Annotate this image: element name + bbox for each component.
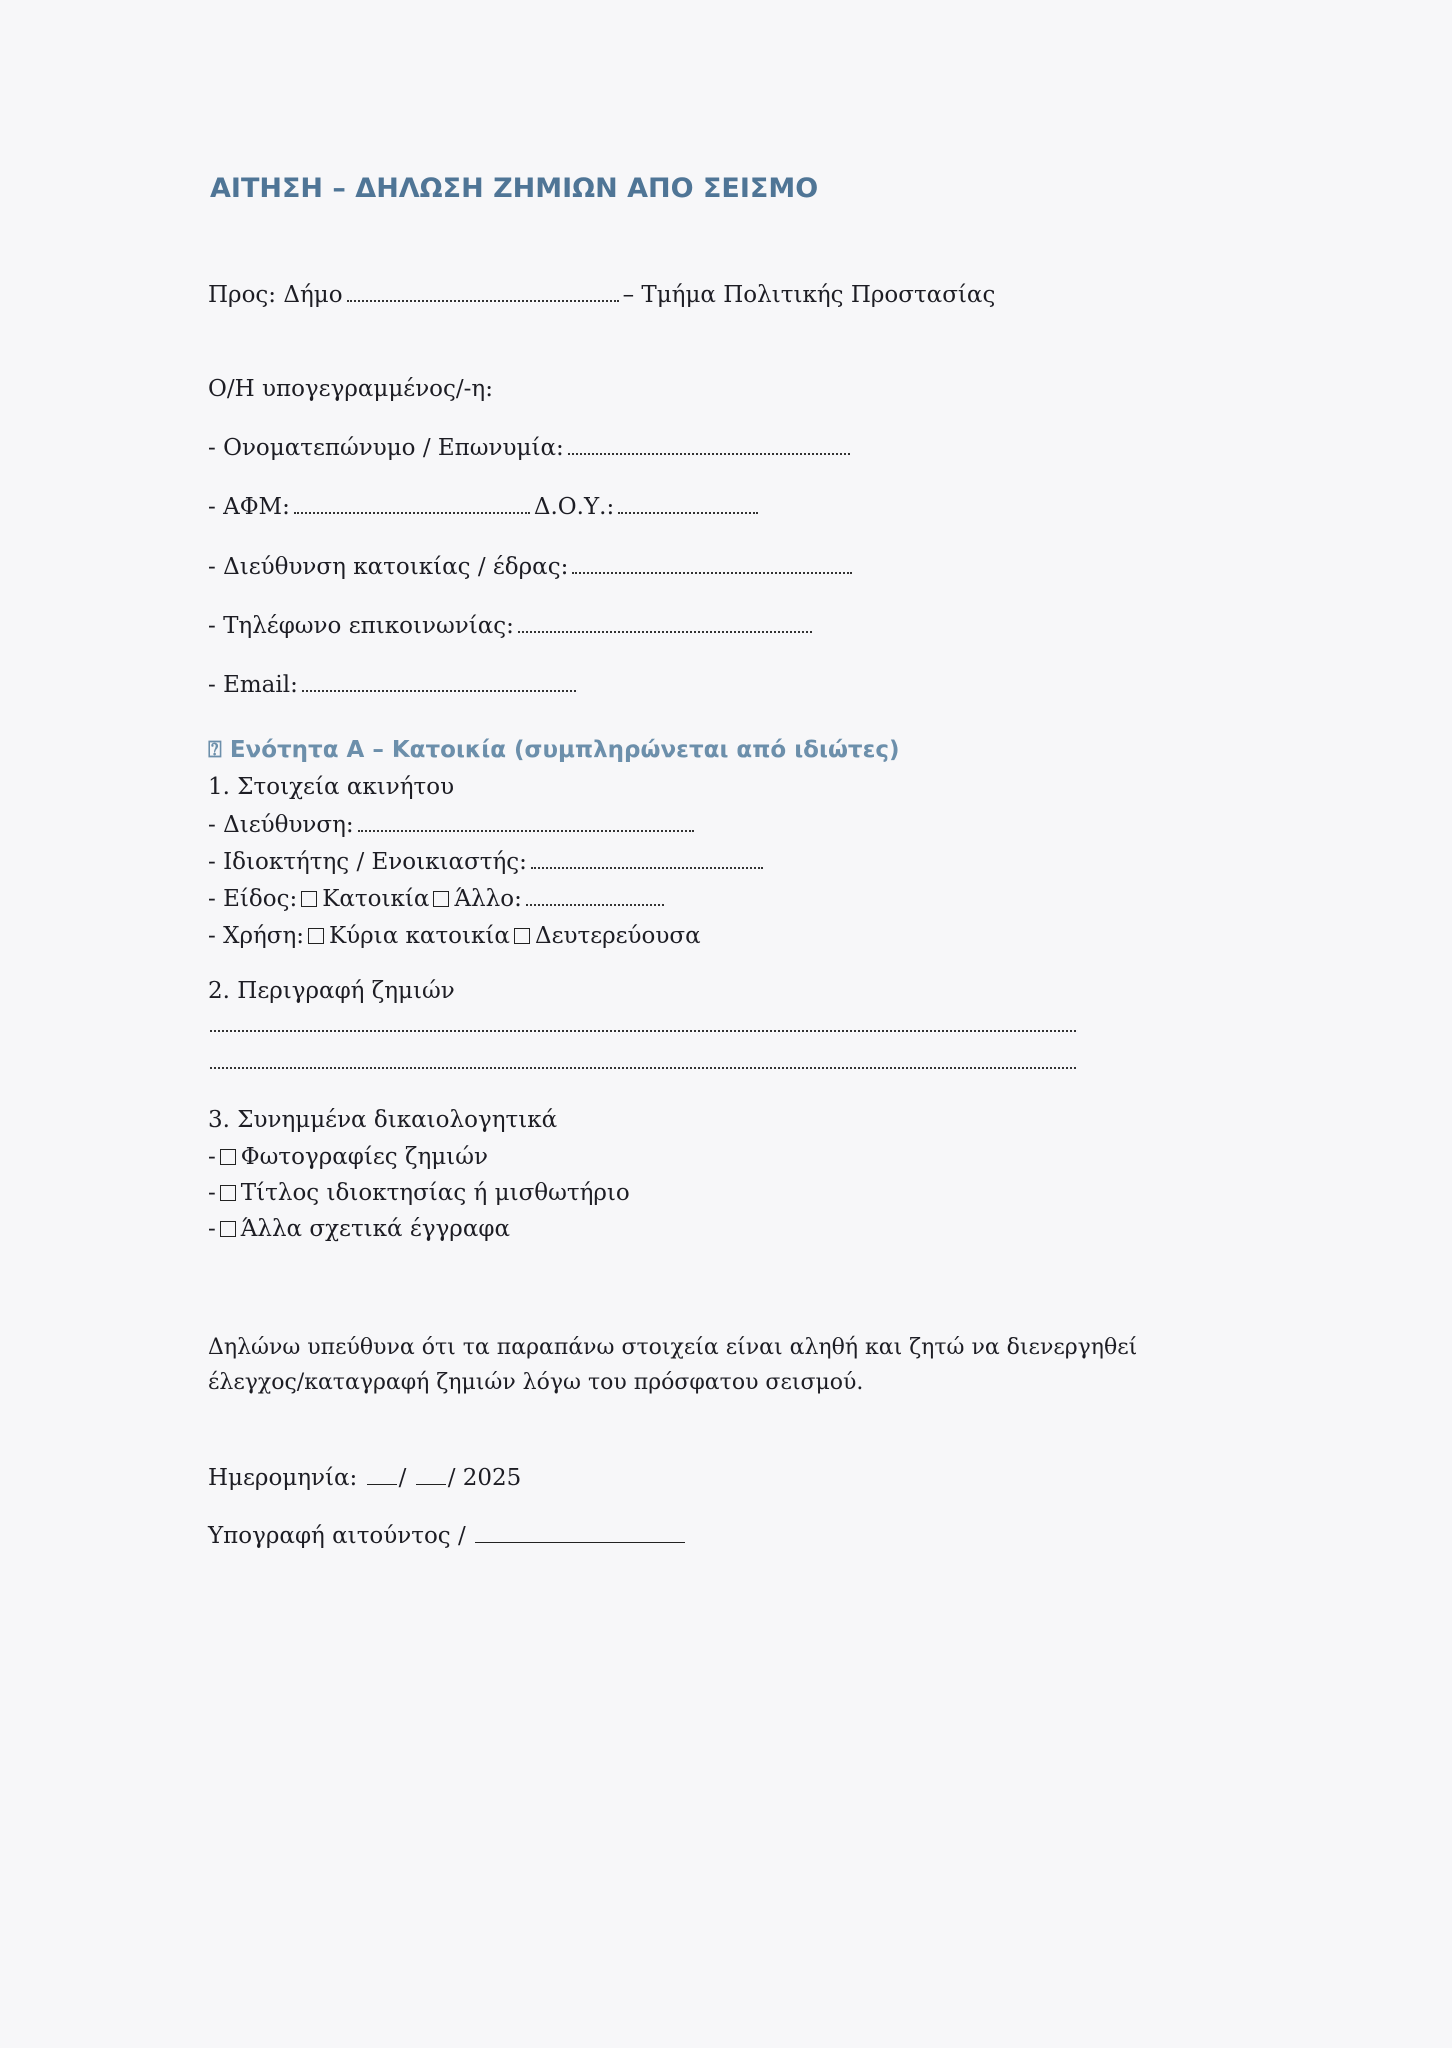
- section-a-title: Ενότητα Α – Κατοικία (συμπληρώνεται από ιδιώτες): [229, 737, 900, 763]
- date-separator: /: [398, 1465, 407, 1491]
- date-day-field[interactable]: [367, 1468, 397, 1485]
- show-through-text: [160, 160, 178, 228]
- property-type-row: [208, 884, 668, 914]
- property-address-field[interactable]: [358, 816, 694, 832]
- type-label: - Είδος:: [208, 886, 298, 912]
- attachment-other-checkbox[interactable]: [220, 1221, 236, 1237]
- type-residence-label: Κατοικία: [322, 886, 430, 912]
- address-label: - Διεύθυνση κατοικίας / έδρας:: [208, 554, 569, 580]
- phone-label: - Τηλέφωνο επικοινωνίας:: [208, 613, 514, 639]
- signature-field[interactable]: [475, 1526, 685, 1543]
- section-a-heading: [208, 735, 900, 765]
- attachment-photos-checkbox[interactable]: [220, 1149, 236, 1165]
- attachment-item: - Τίτλος ιδιοκτησίας ή μισθωτήριο: [208, 1180, 630, 1206]
- type-other-checkbox[interactable]: [433, 891, 449, 907]
- afm-label: - ΑΦΜ:: [208, 494, 290, 520]
- attachment-photos-label: Φωτογραφίες ζημιών: [240, 1144, 488, 1170]
- attachment-title-checkbox[interactable]: [220, 1185, 236, 1201]
- afm-field[interactable]: [294, 498, 530, 514]
- email-label: - Email:: [208, 672, 298, 698]
- form-title: ΑΙΤΗΣΗ – ΔΗΛΩΣΗ ΖΗΜΙΩΝ ΑΠΟ ΣΕΙΣΜΟ: [210, 173, 819, 204]
- attachment-item: - Φωτογραφίες ζημιών: [208, 1144, 488, 1170]
- date-year: / 2025: [447, 1465, 522, 1491]
- address-field[interactable]: [572, 558, 852, 574]
- attachments-heading: 3. Συνημμένα δικαιολογητικά: [208, 1107, 558, 1133]
- fullname-field[interactable]: [568, 439, 850, 455]
- owner-label: - Ιδιοκτήτης / Ενοικιαστής:: [208, 849, 527, 875]
- property-address-row: [208, 810, 698, 840]
- attachment-item: - Άλλα σχετικά έγγραφα: [208, 1216, 510, 1242]
- email-row: [208, 670, 580, 700]
- attachment-title-label: Τίτλος ιδιοκτησίας ή μισθωτήριο: [240, 1180, 630, 1206]
- owner-row: [208, 847, 767, 877]
- phone-field[interactable]: [518, 617, 812, 633]
- missing-glyph-icon: ⍰: [208, 737, 222, 763]
- use-secondary-checkbox[interactable]: [514, 928, 530, 944]
- declaration-line-2: έλεγχος/καταγραφή ζημιών λόγω του πρόσφατου σεισμού.: [208, 1370, 864, 1395]
- date-label: Ημερομηνία:: [208, 1465, 358, 1491]
- afm-row: [208, 492, 762, 522]
- type-other-label: Άλλο:: [454, 886, 522, 912]
- phone-row: [208, 611, 816, 641]
- property-heading: 1. Στοιχεία ακινήτου: [208, 774, 455, 800]
- email-field[interactable]: [302, 676, 576, 692]
- damages-line-1[interactable]: [210, 1030, 1076, 1032]
- fullname-label: - Ονοματεπώνυμο / Επωνυμία:: [208, 435, 564, 461]
- damages-line-2[interactable]: [210, 1067, 1076, 1069]
- municipality-field[interactable]: [347, 286, 619, 302]
- date-row: [208, 1463, 521, 1493]
- owner-field[interactable]: [531, 853, 763, 869]
- signature-label: Υπογραφή αιτούντος /: [208, 1523, 466, 1549]
- damages-heading: 2. Περιγραφή ζημιών: [208, 978, 455, 1004]
- recipient-line: [208, 280, 995, 310]
- recipient-suffix: – Τμήμα Πολιτικής Προστασίας: [622, 282, 996, 308]
- recipient-prefix: Προς: Δήμο: [208, 282, 343, 308]
- doy-label: Δ.Ο.Υ.:: [533, 494, 615, 520]
- doy-field[interactable]: [618, 498, 758, 514]
- use-primary-checkbox[interactable]: [308, 928, 324, 944]
- type-other-field[interactable]: [526, 890, 664, 906]
- attachment-other-label: Άλλα σχετικά έγγραφα: [240, 1216, 510, 1242]
- date-month-field[interactable]: [416, 1468, 446, 1485]
- usage-row: [208, 921, 701, 951]
- type-residence-checkbox[interactable]: [301, 891, 317, 907]
- signature-row: [208, 1521, 687, 1551]
- address-row: [208, 552, 856, 582]
- property-address-label: - Διεύθυνση:: [208, 812, 354, 838]
- fullname-row: [208, 433, 854, 463]
- use-secondary-label: Δευτερεύουσα: [534, 923, 701, 949]
- undersigned-label: Ο/Η υπογεγραμμένος/-η:: [208, 376, 493, 402]
- use-label: - Χρήση:: [208, 923, 304, 949]
- declaration-line-1: Δηλώνω υπεύθυνα ότι τα παραπάνω στοιχεία είναι αληθή και ζητώ να διενεργηθεί: [208, 1335, 1138, 1360]
- use-primary-label: Κύρια κατοικία: [329, 923, 510, 949]
